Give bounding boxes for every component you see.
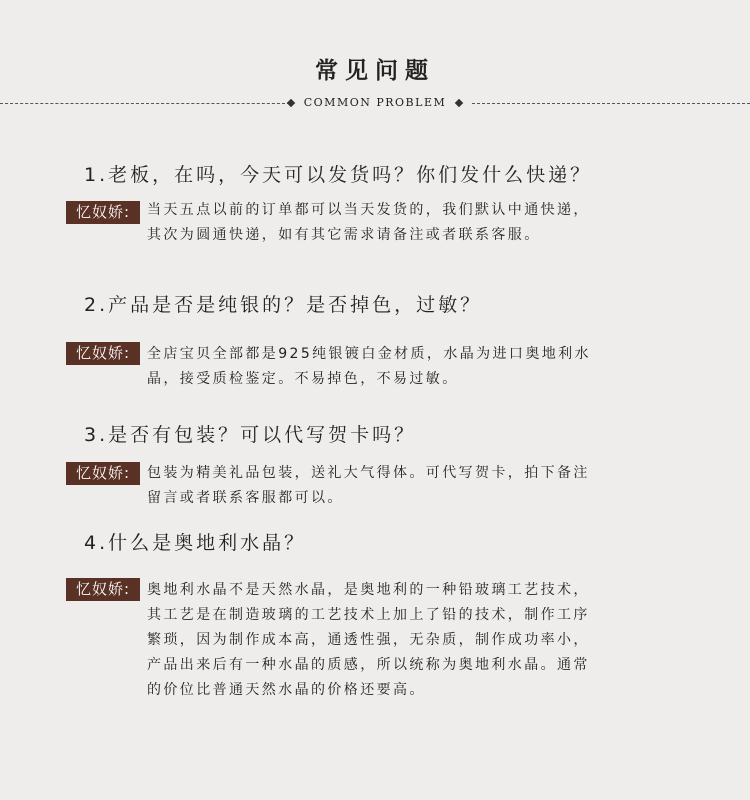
page-title: 常见问题 (315, 57, 435, 84)
faq-label-1: 忆奴娇: (66, 201, 140, 224)
faq-answer-2-line-1: 全店宝贝全部都是925纯银镀白金材质，水晶为进口奥地利水 (147, 346, 591, 362)
faq-question-1: 1.老板，在吗，今天可以发货吗？你们发什么快递？ (84, 164, 593, 186)
faq-question-4: 4.什么是奥地利水晶？ (84, 532, 307, 554)
faq-answer-3 (147, 461, 687, 511)
faq-label-4: 忆奴娇: (66, 578, 140, 601)
faq-answer-1-line-1: 当天五点以前的订单都可以当天发货的，我们默认中通快递， (147, 202, 590, 218)
diamond-left-icon (287, 99, 295, 107)
faq-label-2: 忆奴娇: (66, 342, 140, 365)
faq-answer-3-line-1: 包装为精美礼品包装，送礼大气得体。可代写贺卡，拍下备注 (147, 465, 590, 481)
faq-answer-1-line-2: 其次为圆通快递，如有其它需求请备注或者联系客服。 (147, 227, 541, 243)
faq-question-2: 2.产品是否是纯银的？是否掉色，过敏？ (84, 294, 483, 316)
faq-answer-4-line-2: 其工艺是在制造玻璃的工艺技术上加上了铅的技术，制作工序 (147, 607, 590, 623)
page-subtitle: COMMON PROBLEM (303, 96, 447, 109)
faq-question-3: 3.是否有包装？可以代写贺卡吗？ (84, 424, 417, 446)
faq-answer-4-line-5: 的价位比普通天然水晶的价格还要高。 (147, 682, 426, 698)
faq-answer-2 (147, 342, 687, 392)
faq-answer-3-line-2: 留言或者联系客服都可以。 (147, 490, 344, 506)
diamond-right-icon (455, 99, 463, 107)
divider-right (472, 103, 750, 104)
faq-answer-4-line-4: 产品出来后有一种水晶的质感，所以统称为奥地利水晶。通常 (147, 657, 590, 673)
faq-answer-2-line-2: 晶，接受质检鉴定。不易掉色，不易过敏。 (147, 371, 459, 387)
faq-answer-4-line-1: 奥地利水晶不是天然水晶，是奥地利的一种铅玻璃工艺技术， (147, 582, 590, 598)
faq-answer-1 (147, 198, 687, 248)
faq-answer-4-line-3: 繁琐，因为制作成本高，通透性强，无杂质，制作成功率小， (147, 632, 590, 648)
faq-label-3: 忆奴娇: (66, 462, 140, 485)
divider-left (0, 103, 290, 104)
faq-answer-4 (147, 578, 687, 703)
